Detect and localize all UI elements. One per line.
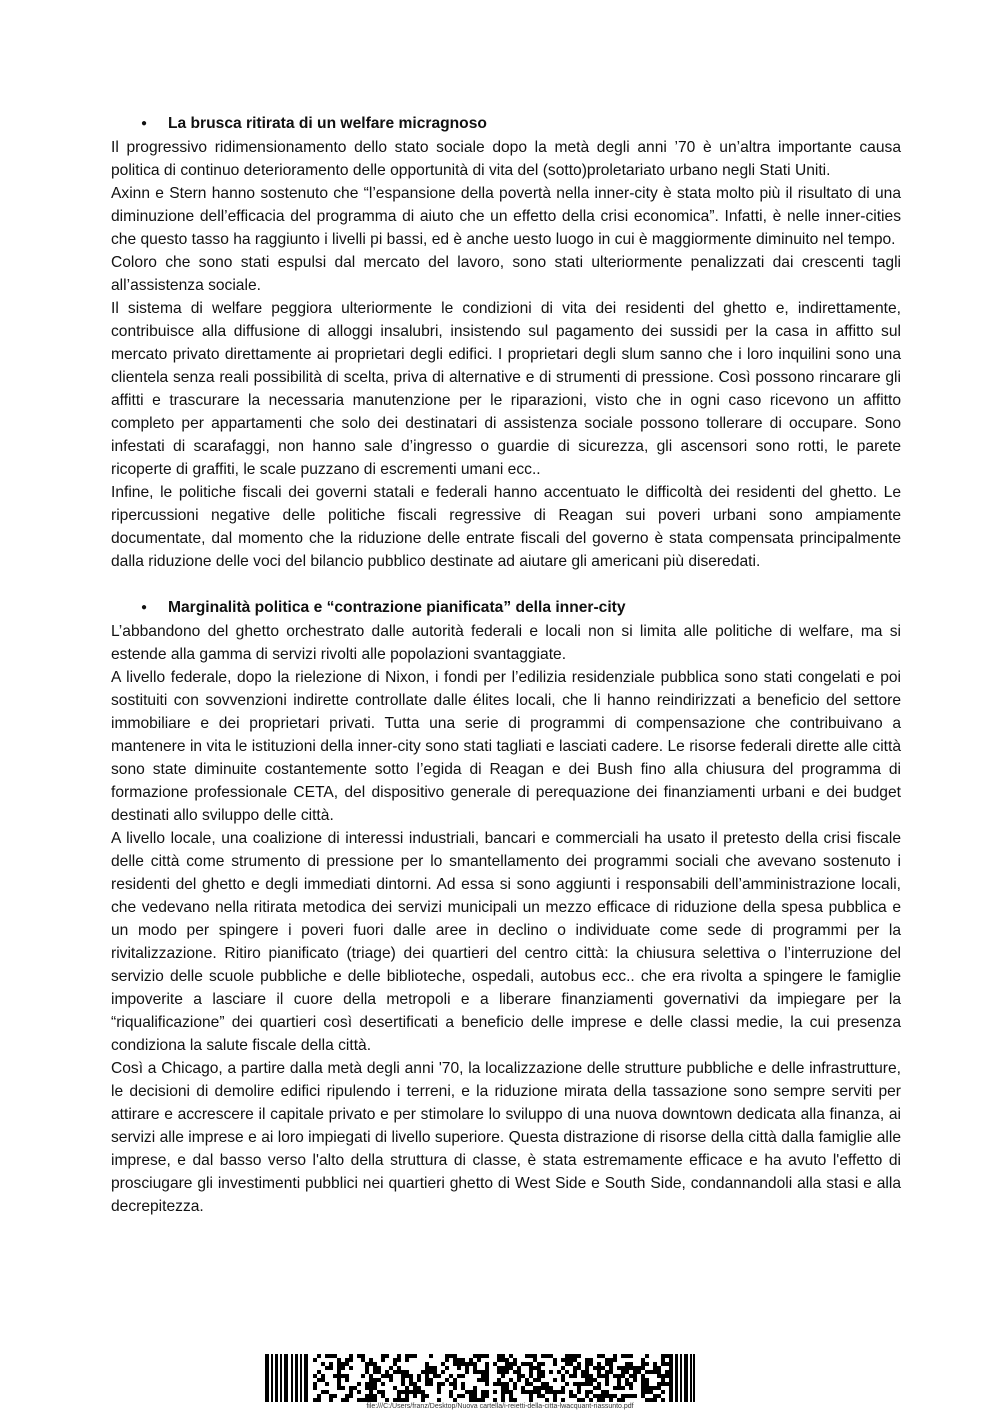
barcode-stamp (265, 1354, 695, 1402)
paragraph: A livello locale, una coalizione di interessi industriali, bancari e commerciali ha usato il pretesto della crisi fiscale delle città come strumento di pressione per lo smantellamento dei programmi sociali che avevano sostenuto i residenti del ghetto e degli immediati dintorni. Ad essa si sono aggiunti i responsabili dell’amministrazione locali, che vedevano nella ritirata metodica dei servizi municipali un mezzo efficace di riduzione della spesa pubblica e un modo per spingere i poveri fuori dalle aree in declino o individuate come sede di programmi per la rivitalizzazione. Ritiro pianificato (triage) dei quartieri del centro città: la chiusura selettiva o l’interruzione del servizio delle scuole pubbliche e delle biblioteche, ospedali, autobus ecc.. che era rivolta a spingere le famiglie impoverite a lasciare il cuore della metropoli e a liberare finanziamenti governativi da impiegare per la “riqualificazione” dei quartieri così desertificati a beneficio delle imprese e delle classi medie, la cui presenza condiziona la salute fiscale della città. (111, 830, 901, 1054)
document-body (111, 112, 901, 1218)
section-heading-2 (111, 596, 901, 619)
paragraph: A livello federale, dopo la rielezione di Nixon, i fondi per l’edilizia residenziale pubblica sono stati congelati e poi sostituiti con sovvenzioni indirette controllate dalle élites locali, che li hanno reindirizzati a beneficio del settore immobiliare e dei proprietari privati. Tutta una serie di programmi di compensazione che contribuivano a mantenere in vita le istituzioni della inner-city sono stati tagliati e lasciati cadere. Le risorse federali dirette alle città sono state diminuite costantemente sotto l’egida di Reagan e dei Bush fino alla chiusura del programma di formazione professionale CETA, del dispositivo generale di perequazione dei finanziamenti urbani e dei budget destinati allo sviluppo delle città. (111, 669, 901, 824)
section-heading-2-text: Marginalità politica e “contrazione pianificata” della inner-city (168, 599, 626, 616)
section-heading-1 (111, 112, 901, 135)
section-spacer (111, 573, 901, 596)
paragraph: L’abbandono del ghetto orchestrato dalle autorità federali e locali non si limita alle politiche di welfare, ma si estende alla gamma di servizi rivolti alle popolazioni svantaggiate. (111, 623, 901, 663)
file-path-footer: file:///C:/Users/franz/Desktop/Nuova cartella/i-reietti-della-citta-lwacquant-riassunto.pdf (366, 1403, 634, 1410)
paragraph: Axinn e Stern hanno sostenuto che “l’espansione della povertà nella inner-city è stata molto più il risultato di una diminuzione dell’efficacia del programma di aiuto che un effetto della crisi economica”. Infatti, è nelle inner-cities che questo tasso ha raggiunto i livelli pi bassi, ed è anche uesto luogo in cui è maggiormente diminuito nel tempo. (111, 185, 901, 248)
paragraph: Il progressivo ridimensionamento dello stato sociale dopo la metà degli anni ’70 è un’altra importante causa politica di continuo deterioramento delle opportunità di vita del (sotto)proletariato urbano negli Stati Uniti. (111, 139, 901, 179)
paragraph: Coloro che sono stati espulsi dal mercato del lavoro, sono stati ulteriormente penalizzati dai crescenti tagli all’assistenza sociale. (111, 254, 901, 294)
paragraph: Il sistema di welfare peggiora ulteriormente le condizioni di vita dei residenti del ghetto e, indirettamente, contribuisce alla diffusione di alloggi insalubri, insistendo sul pagamento dei sussidi per la casa in affitto sul mercato privato direttamente ai proprietari degli edifici. I proprietari degli slum sanno che i loro inquilini sono una clientela senza reali possibilità di scelta, priva di alternative e di strumenti di pressione. Così possono rincarare gli affitti e trascurare la necessaria manutenzione per le riparazioni, visto che in ogni caso ricevono un affitto completo per appartamenti che solo dei destinatari di assistenza sociale possono tollerare di occupare. Sono infestati di scarafaggi, non hanno sale d’ingresso o guardie di sicurezza, gli ascensori sono rotti, le parete ricoperte di graffiti, le scale puzzano di escrementi umani ecc.. (111, 300, 901, 478)
bullet-icon: ● (141, 602, 148, 613)
bullet-icon: ● (141, 118, 148, 129)
section-heading-1-text: La brusca ritirata di un welfare micragnoso (168, 115, 487, 132)
paragraph: Così a Chicago, a partire dalla metà degli anni '70, la localizzazione delle strutture pubbliche e delle infrastrutture, le decisioni di demolire edifici ripulendo i terreni, e la riduzione mirata della tassazione sono sempre serviti per attirare e accrescere il capitale privato e per stimolare lo sviluppo di una nuova downtown dedicata alla finanza, ai servizi alle imprese e ai loro impiegati di livello superiore. Questa distrazione di risorse della città dalla famiglie alle imprese, e dal basso verso l'alto della struttura di classe, è stata estremamente efficace e ha avuto l'effetto di prosciugare gli investimenti pubblici nei quartieri ghetto di West Side e South Side, condannandoli alla stasi e alla decrepitezza. (111, 1060, 901, 1215)
paragraph: Infine, le politiche fiscali dei governi statali e federali hanno accentuato le difficoltà dei residenti del ghetto. Le ripercussioni negative delle politiche fiscali regressive di Reagan sui poveri urbani sono ampiamente documentate, dal momento che la riduzione delle entrate fiscali del governo è stata compensata principalmente dalla riduzione delle voci del bilancio pubblico destinate ad aiutare gli americani più diseredati. (111, 484, 901, 570)
